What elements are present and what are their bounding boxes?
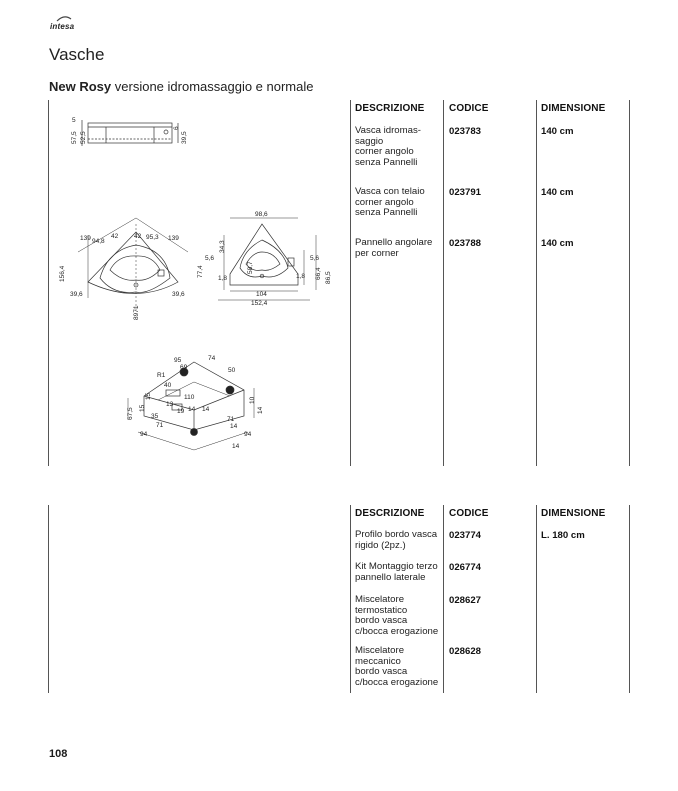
table2-row1-dimensione: L. 180 cm <box>541 530 585 541</box>
table1-divider-1 <box>350 100 351 466</box>
product-variant: versione idromassaggio e normale <box>114 79 314 94</box>
iso-dim-2: 74 <box>208 355 216 362</box>
top-b-dim-12: 152,4 <box>251 300 268 307</box>
table1-divider-2 <box>443 100 444 466</box>
desc-line: Pannello angolare <box>355 237 433 248</box>
iso-dim-1: 95 <box>174 357 182 364</box>
iso-dim-12: 14 <box>188 406 196 413</box>
page-number: 108 <box>49 748 68 760</box>
desc-line: Vasca con telaio <box>355 186 425 197</box>
desc-line: termostatico <box>355 604 408 616</box>
table2-divider-3 <box>536 505 537 693</box>
top-a-dim-1: 139 <box>80 235 91 242</box>
top-b-dim-5: 58,7 <box>247 261 254 274</box>
desc-line: pannello laterale <box>355 571 426 583</box>
top-b-dim-11: 104 <box>256 291 267 298</box>
top-b-dim-7: 66,4 <box>315 267 322 280</box>
table2-row3-codice: 028627 <box>449 595 482 606</box>
product-subtitle <box>49 79 313 94</box>
desc-line: senza Pannelli <box>355 156 418 168</box>
table1-row1-dimensione: 140 cm <box>541 126 574 137</box>
table1-divider-3 <box>536 100 537 466</box>
table2-row1-codice: 023774 <box>449 530 482 541</box>
table2-row3-descrizione <box>355 595 438 637</box>
iso-dim-8: 67,5 <box>127 407 134 420</box>
side-dim-4: 6 <box>173 126 180 130</box>
side-dim-5: 39,5 <box>181 131 188 144</box>
iso-dim-14: 19 <box>177 408 185 415</box>
iso-dim-15: 35 <box>151 413 159 420</box>
table2-right-border <box>629 505 630 693</box>
iso-dim-22: 10 <box>249 396 256 404</box>
top-a-dim-5: 95,3 <box>146 234 159 241</box>
iso-dim-5: R1 <box>157 372 166 379</box>
desc-line: meccanico <box>355 655 401 667</box>
top-a-dim-6: 139 <box>168 235 179 242</box>
top-view-b-drawing <box>218 218 316 300</box>
top-b-dim-2: 34,3 <box>219 240 226 253</box>
iso-dim-17: 94 <box>140 431 148 438</box>
desc-line: c/bocca erogazione <box>355 625 439 637</box>
iso-dim-23: 14 <box>257 406 264 414</box>
brand-logo: intesa <box>50 22 75 31</box>
top-b-dim-8: 86,5 <box>325 271 332 284</box>
side-dim-3: 5 <box>72 117 76 124</box>
desc-line: Vasca idromas- <box>355 125 421 136</box>
table1-header-dimensione: DIMENSIONE <box>541 103 606 114</box>
top-a-dim-3: 42 <box>111 233 119 240</box>
table2-row1-descrizione <box>355 530 437 551</box>
side-view-drawing <box>82 120 178 146</box>
desc-line: corner angolo <box>355 146 414 158</box>
iso-dim-20: 94 <box>244 431 252 438</box>
desc-line: Miscelatore <box>355 645 405 656</box>
desc-line: per corner <box>355 247 399 259</box>
technical-drawings <box>48 100 350 466</box>
table1-row3-descrizione <box>355 238 432 259</box>
iso-dim-13: 14 <box>202 406 210 413</box>
table2-header-codice: CODICE <box>449 508 489 519</box>
table1-row2-codice: 023791 <box>449 187 482 198</box>
iso-dim-7: 15 <box>145 392 152 400</box>
iso-dim-21: 14 <box>232 443 240 450</box>
iso-dim-4: 50 <box>228 367 236 374</box>
top-a-dim-8: 39,6 <box>70 291 83 298</box>
desc-line: rigido (2pz.) <box>355 539 406 551</box>
desc-line: saggio <box>355 135 384 147</box>
desc-line: c/bocca erogazione <box>355 676 439 688</box>
top-b-dim-10: 1,8 <box>296 273 306 280</box>
table2-left-border <box>48 505 49 693</box>
table2-header-dimensione: DIMENSIONE <box>541 508 606 519</box>
top-a-dim-9: 39,6 <box>172 291 185 298</box>
table2-row2-codice: 026774 <box>449 562 482 573</box>
desc-line: Profilo bordo vasca <box>355 529 438 540</box>
top-a-dim-10: 8971 <box>133 305 140 320</box>
iso-dim-9: 15 <box>139 404 146 412</box>
top-b-dim-9: 1,8 <box>218 275 228 282</box>
desc-line: corner angolo <box>355 196 414 208</box>
iso-dim-11: 13 <box>166 401 174 408</box>
side-dim-1: 57,5 <box>71 131 78 144</box>
table1-row3-codice: 023788 <box>449 238 482 249</box>
desc-line: bordo vasca <box>355 615 408 627</box>
top-a-dim-7: 156,4 <box>59 265 66 282</box>
desc-line: Miscelatore <box>355 594 405 605</box>
top-a-dim-4: 42 <box>134 233 142 240</box>
iso-dim-16: 71 <box>156 422 164 429</box>
iso-dim-6: 40 <box>164 382 172 389</box>
table1-row2-dimensione: 140 cm <box>541 187 574 198</box>
desc-line: bordo vasca <box>355 666 408 678</box>
table2-row2-descrizione <box>355 562 438 583</box>
product-name: New Rosy <box>49 79 112 94</box>
iso-dim-10: 110 <box>184 394 195 401</box>
table1-row2-descrizione <box>355 187 425 219</box>
table1-row3-dimensione: 140 cm <box>541 238 574 249</box>
desc-line: Kit Montaggio terzo <box>355 561 438 572</box>
table2-divider-2 <box>443 505 444 693</box>
top-b-dim-3: 5,6 <box>205 255 215 262</box>
section-title: Vasche <box>49 45 105 64</box>
side-dim-2: 52,5 <box>80 131 87 144</box>
table2-row4-descrizione <box>355 646 438 688</box>
table2-row4-codice: 028628 <box>449 646 482 657</box>
table1-row1-codice: 023783 <box>449 126 482 137</box>
table1-right-border <box>629 100 630 466</box>
table1-header-codice: CODICE <box>449 103 489 114</box>
top-b-dim-4: 77,4 <box>197 265 204 278</box>
table1-row1-descrizione <box>355 126 421 168</box>
desc-line: senza Pannelli <box>355 207 418 219</box>
table1-header-descrizione: DESCRIZIONE <box>355 103 425 114</box>
table2-divider-1 <box>350 505 351 693</box>
top-b-dim-6: 5,6 <box>310 255 320 262</box>
top-a-dim-2: 94,8 <box>92 238 105 245</box>
top-b-dim-1: 98,6 <box>255 211 268 218</box>
iso-dim-3: 69 <box>180 364 188 371</box>
iso-dim-19: 14 <box>230 423 238 430</box>
iso-dim-18: 71 <box>227 416 235 423</box>
table2-header-descrizione: DESCRIZIONE <box>355 508 425 519</box>
